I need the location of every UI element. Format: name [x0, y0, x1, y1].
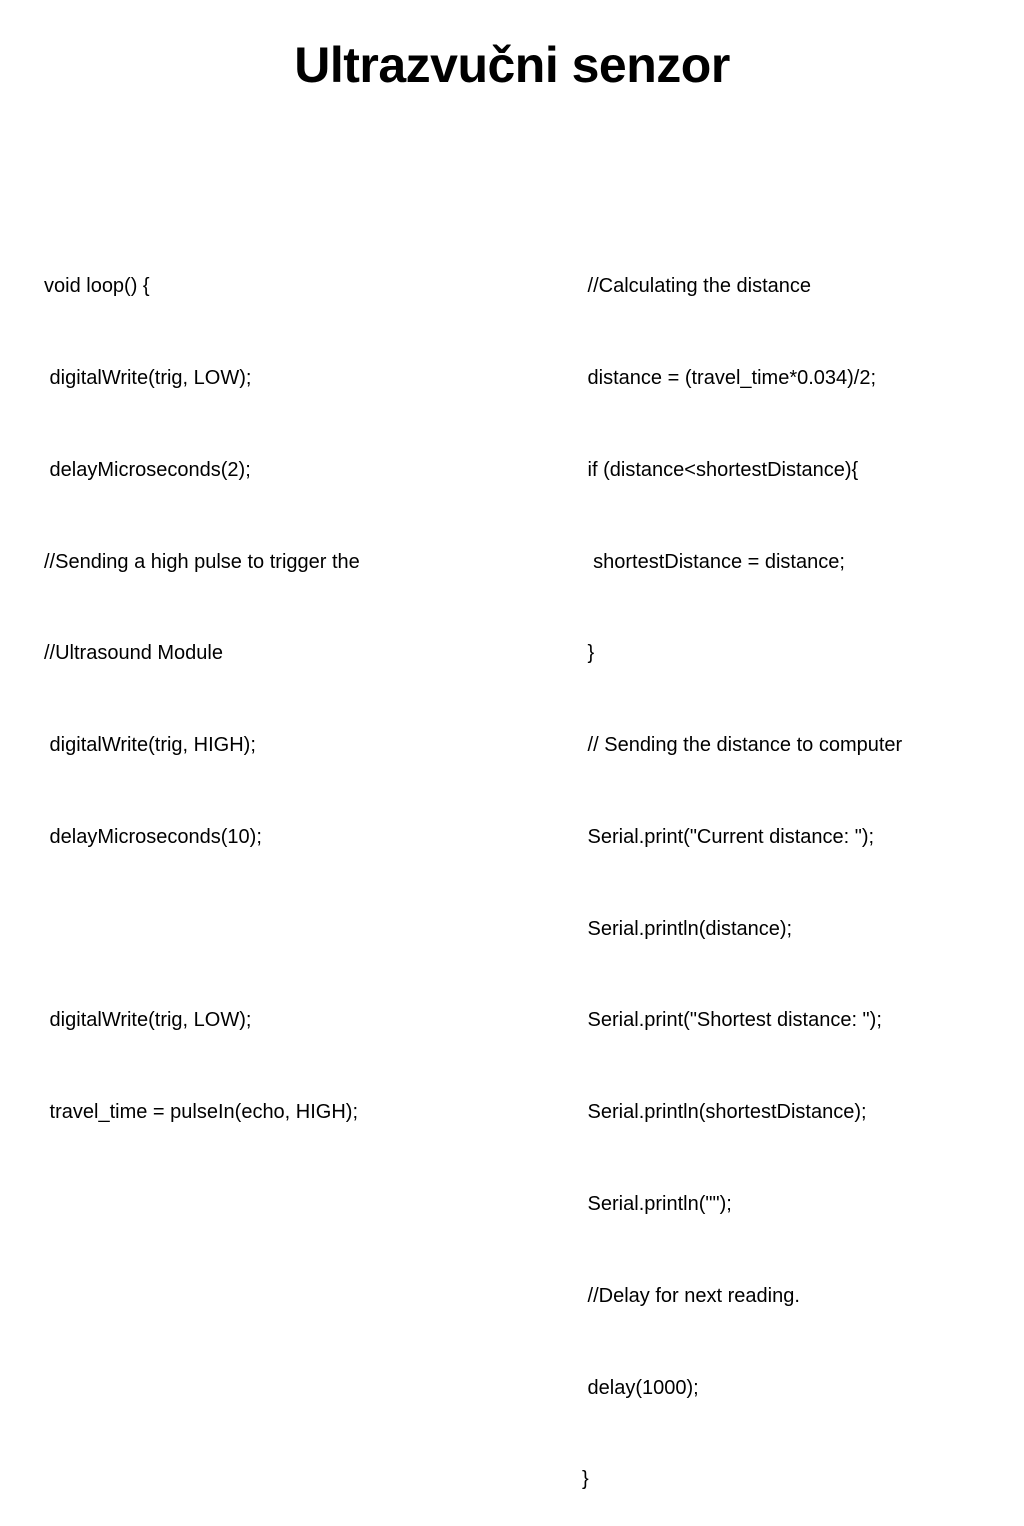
code-line: delayMicroseconds(10); [44, 825, 262, 848]
code-line: Serial.println(distance); [582, 917, 793, 940]
code-line: distance = (travel_time*0.034)/2; [582, 366, 877, 389]
code-line: Serial.println(shortestDistance); [582, 1101, 867, 1124]
code-line: // Sending the distance to computer [582, 734, 903, 757]
code-line: digitalWrite(trig, HIGH); [44, 734, 256, 757]
code-line: delay(1000); [582, 1376, 699, 1399]
code-line: } [582, 642, 595, 665]
code-block-left [44, 210, 360, 1158]
code-line: shortestDistance = distance; [582, 550, 845, 573]
code-line: delayMicroseconds(2); [44, 458, 251, 481]
code-line: //Calculating the distance [582, 275, 812, 298]
slide-title: Ultrazvučni senzor [294, 37, 730, 93]
code-line-blank [44, 914, 360, 945]
code-line: Serial.println(""); [582, 1193, 732, 1215]
code-line: //Sending a high pulse to trigger the [44, 550, 360, 573]
code-line: //Delay for next reading. [582, 1284, 800, 1307]
code-block-right [582, 210, 902, 1526]
code-line: if (distance<shortestDistance){ [582, 458, 859, 481]
code-line: travel_time = pulseIn(echo, HIGH); [44, 1101, 359, 1124]
code-line: digitalWrite(trig, LOW); [44, 366, 252, 389]
code-line: //Ultrasound Module [44, 642, 223, 665]
code-line: void loop() { [44, 275, 150, 298]
code-line: } [582, 1468, 589, 1491]
code-line: Serial.print("Shortest distance: "); [582, 1009, 882, 1032]
code-line: Serial.print("Current distance: "); [582, 825, 875, 848]
code-line: digitalWrite(trig, LOW); [44, 1009, 252, 1032]
